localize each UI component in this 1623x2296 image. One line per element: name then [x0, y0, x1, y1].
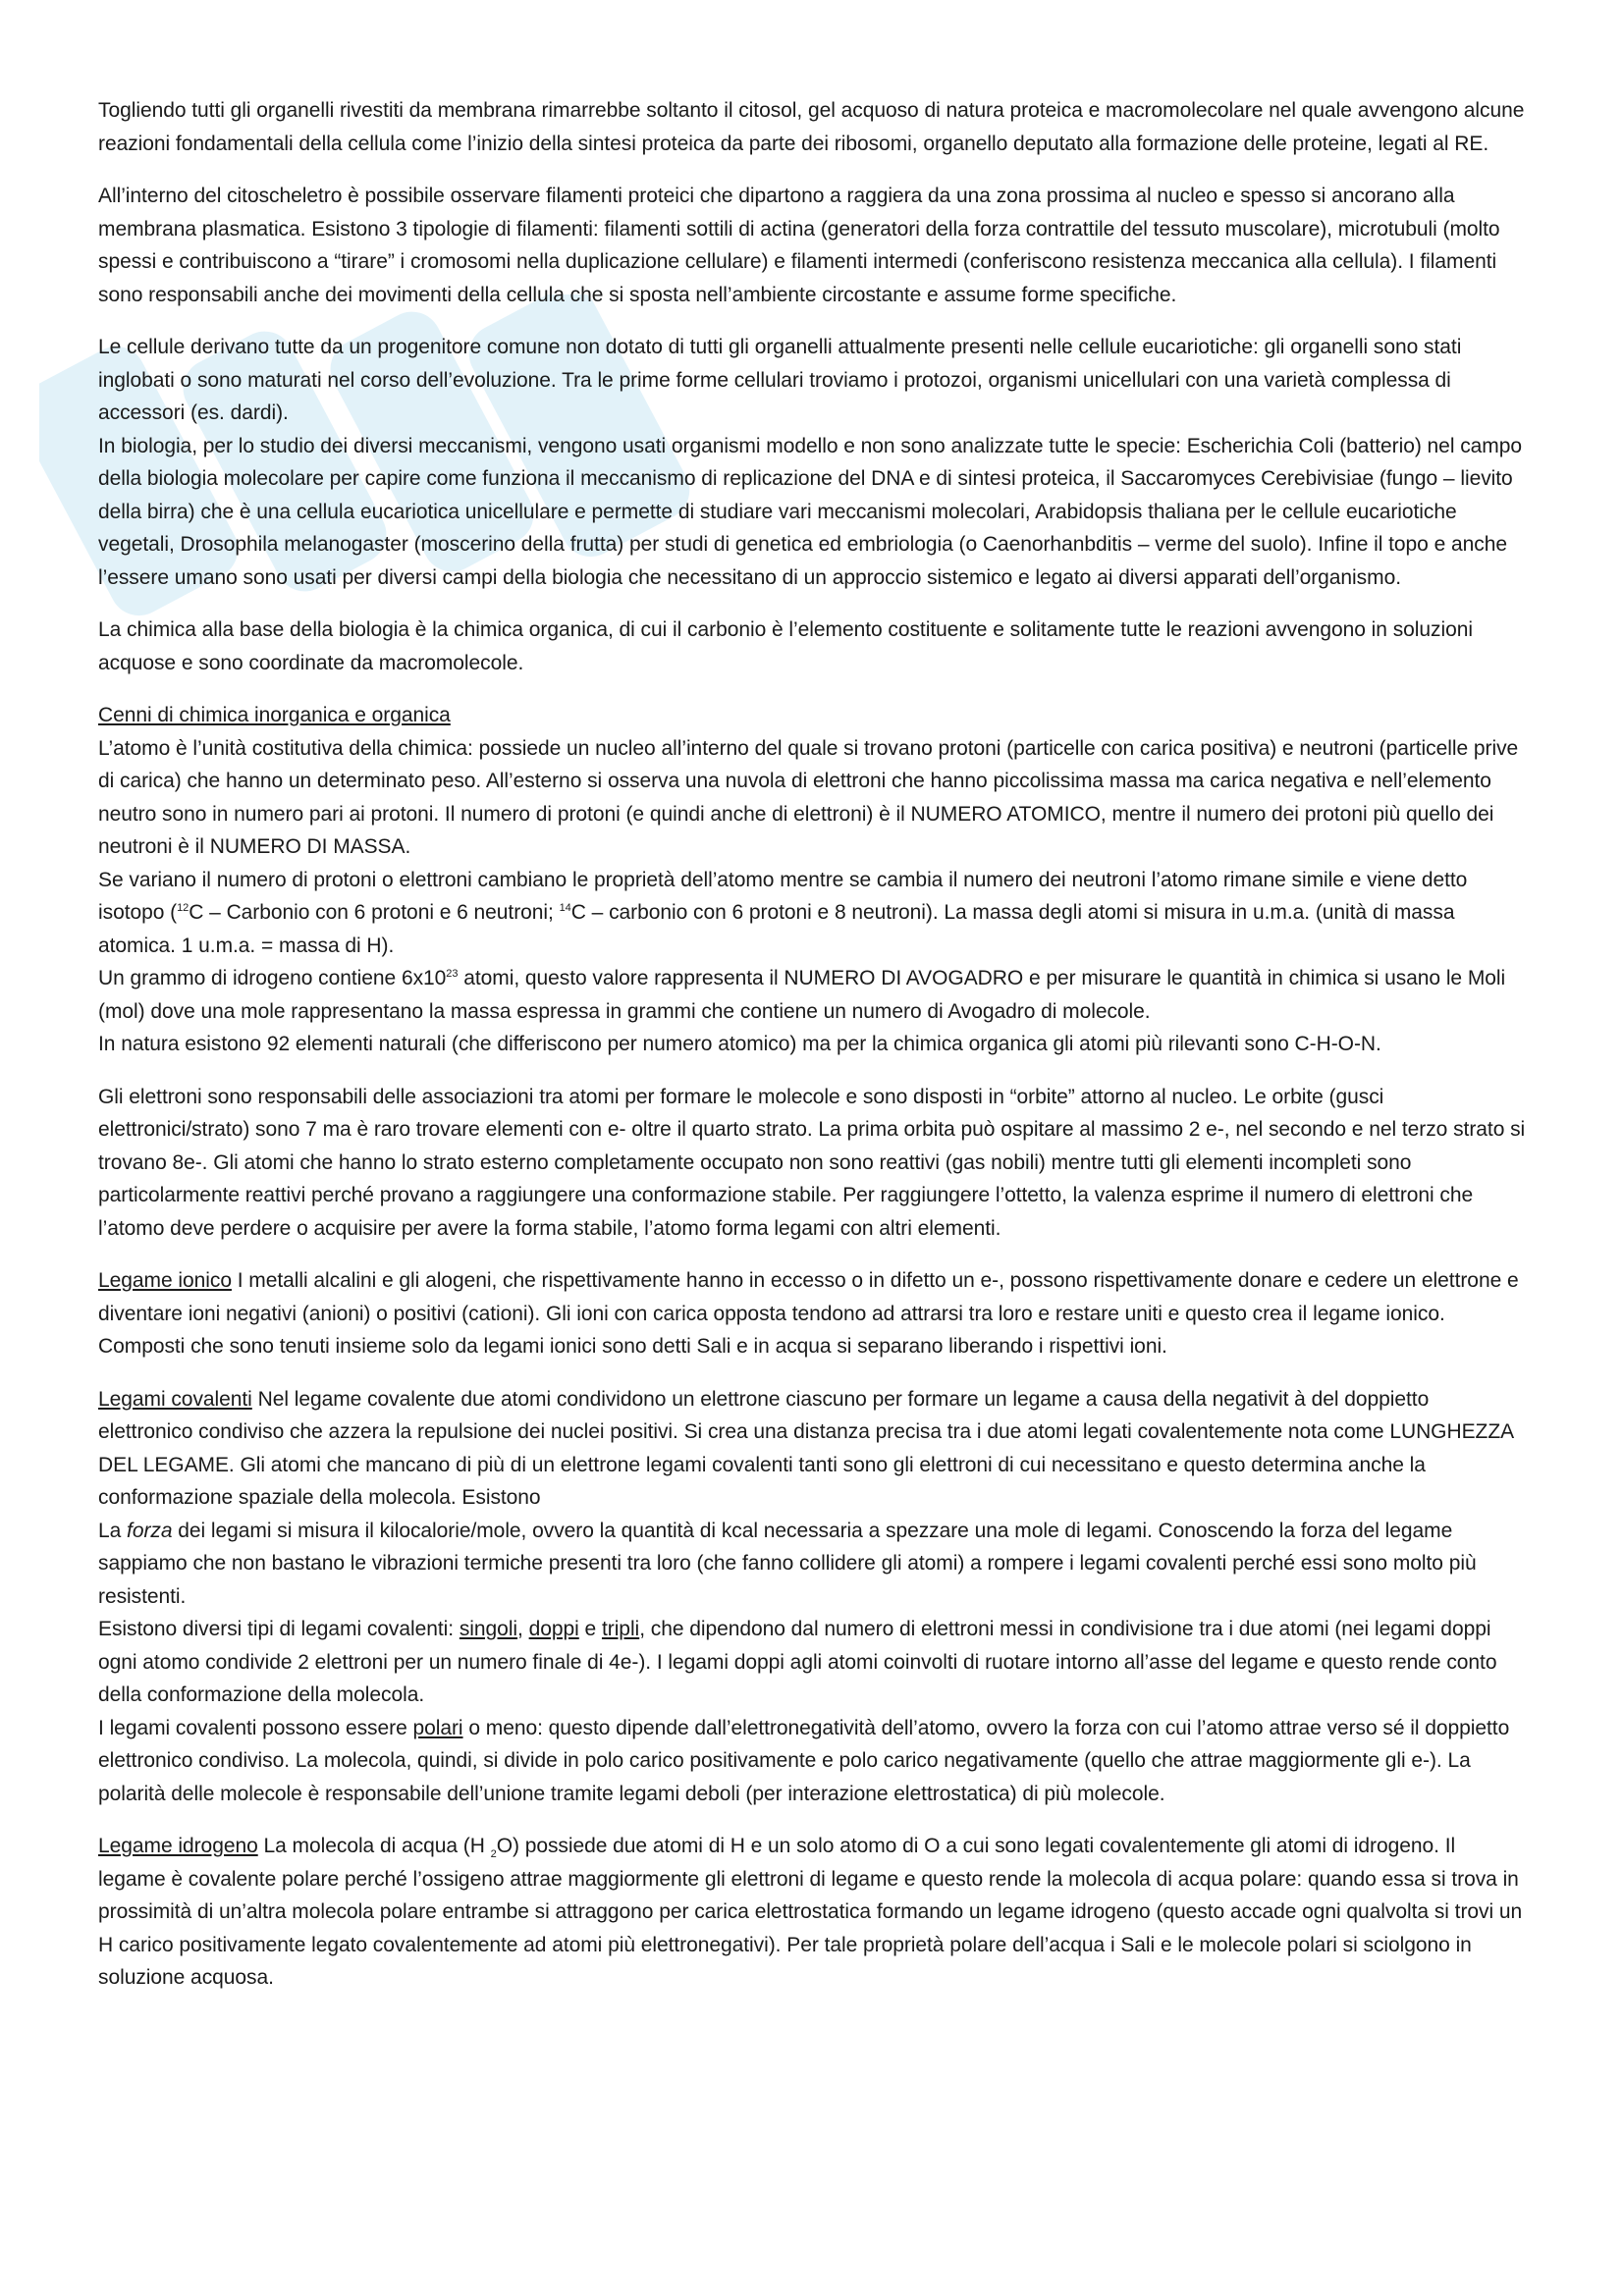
paragraph-forza-legami: La forza dei legami si misura il kilocalorie/mole, ovvero la quantità di kcal necessaria a spezzare una mole di legami. Conoscendo la forza del legame sappiamo che non bastano le vibrazioni termiche presenti tra loro (che fanno collidere gli atomi) a rompere i legami covalenti perché essi sono molto più resistenti. [98, 1519, 1477, 1608]
section-cenni [98, 699, 1527, 732]
heading-legame-ionico: Legame ionico [98, 1269, 232, 1292]
term-tripli: tripli [601, 1618, 640, 1640]
paragraph-evoluzione: Le cellule derivano tutte da un progenitore comune non dotato di tutti gli organelli attualmente presenti nelle cellule eucariotiche: gli organelli sono stati inglobati o sono maturati nel corso dell’evoluzione. Tra le prime forme cellulari troviamo i protozoi, organismi unicellulari con una varietà complessa di accessori (es. dardi). [98, 336, 1462, 424]
heading-legame-idrogeno: Legame idrogeno [98, 1835, 258, 1857]
heading-cenni: Cenni di chimica inorganica e organica [98, 704, 451, 726]
paragraph-elettroni: Gli elettroni sono responsabili delle associazioni tra atomi per formare le molecole e sono disposti in “orbite” attorno al nucleo. Le orbite (gusci elettronici/strato) sono 7 ma è raro trovare elementi con e- oltre il quarto strato. La prima orbita può ospitare al massimo 2 e-, nel secondo e nel terzo strato si trovano 8e-. Gli atomi che hanno lo strato esterno completamente occupato non sono reattivi (gas nobili) mentre tutti gli elementi incompleti sono particolarmente reattivi perché provano a raggiungere una conformazione stabile. Per raggiungere l’ottetto, la valenza esprime il numero di elettroni che l’atomo deve perdere o acquisire per avere la forma stabile, l’atomo forma legami con altri elementi. [98, 1085, 1526, 1240]
paragraph-avogadro: Un grammo di idrogeno contiene $6x10^{23}$ atomi, questo valore rappresenta il NUMERO DI AVOGADRO e per misurare le quantità in chimica si usano le Moli (mol) dove una mole rappresentano la massa espressa in grammi che contiene un numero di Avogadro di molecole. [98, 967, 1506, 1023]
term-polari: polari [412, 1716, 463, 1739]
paragraph-legame-idrogeno: Legame idrogeno La molecola di acqua (H $_2$O) possiede due atomi di H e un solo atomo di O a cui sono legati covalentemente gli atomi di idrogeno. Il legame è covalente polare perché l’ossigeno attrae maggiormente gli elettroni di legame e questo rende la molecola di acqua polare: quando essa si trova in prossimità di un’altra molecola polare entrambe si attraggono per carica elettrostatica formando un legame idrogeno (questo accade ogni qualvolta si trovi un H carico positivamente legato covalentemente ad atomi più elettronegativi). Per tale proprietà polare dell’acqua i Sali e le molecole polari si sciolgono in soluzione acquosa. [98, 1835, 1523, 1989]
paragraph-legame-ionico: Legame ionico I metalli alcalini e gli alogeni, che rispettivamente hanno in eccesso o in difetto un e-, possono rispettivamente donare e cedere un elettrone e diventare ioni negativi (anioni) o positivi (cationi). Gli ioni con carica opposta tendono ad attrarsi tra loro e restare uniti e questo crea il legame ionico. Composti che sono tenuti insieme solo da legami ionici sono detti Sali e in acqua si separano liberando i rispettivi ioni. [98, 1269, 1519, 1358]
paragraph-citosol: Togliendo tutti gli organelli rivestiti da membrana rimarrebbe soltanto il citosol, gel acquoso di natura proteica e macromolecolare nel quale avvengono alcune reazioni fondamentali della cellula come l’inizio della sintesi proteica da parte dei ribosomi, organello deputato alla formazione delle proteine, legati al RE. [98, 99, 1525, 155]
paragraph-atomo: L’atomo è l’unità costitutiva della chimica: possiede un nucleo all’interno del quale si trovano protoni (particelle con carica positiva) e neutroni (particelle prive di carica) che hanno un determinato peso. All’esterno si osserva una nuvola di elettroni che hanno piccolissima massa ma carica negativa e nell’elemento neutro sono in numero pari ai protoni. Il numero di protoni (e quindi anche di elettroni) è il NUMERO ATOMICO, mentre il numero dei protoni più quello dei neutroni è il NUMERO DI MASSA. [98, 736, 1519, 858]
paragraph-citoscheletro: All’interno del citoscheletro è possibile osservare filamenti proteici che dipartono a raggiera da una zona prossima al nucleo e spesso si ancorano alla membrana plasmatica. Esistono 3 tipologie di filamenti: filamenti sottili di actina (generatori della forza contrattile del tessuto muscolare), microtubuli (molto spessi e contribuiscono a “tirare” i cromosomi nella duplicazione cellulare) e filamenti intermedi (conferiscono resistenza meccanica alla cellula). I filamenti sono responsabili anche dei movimenti della cellula che si sposta nell’ambiente circostante e assume forme specifiche. [98, 185, 1500, 306]
paragraph-chimica-organica: La chimica alla base della biologia è la chimica organica, di cui il carbonio è l’elemento costituente e solitamente tutte le reazioni avvengono in soluzioni acquose e sono coordinate da macromolecole. [98, 618, 1473, 674]
paragraph-isotopo: Se variano il numero di protoni o elettroni cambiano le proprietà dell’atomo mentre se cambia il numero dei neutroni l’atomo rimane simile e viene detto isotopo ($^{12}$C – Carbonio con 6 protoni e 6 neutroni; $^{14}$C – carbonio con 6 protoni e 8 neutroni). La massa degli atomi si misura in u.m.a. (unità di massa atomica. 1 u.m.a. = massa di H). [98, 868, 1468, 957]
document-page [98, 94, 1527, 2014]
paragraph-organismi-modello: In biologia, per lo studio dei diversi meccanismi, vengono usati organismi modello e non sono analizzate tutte le specie: Escherichia Coli (batterio) nel campo della biologia molecolare per capire come funziona il meccanismo di replicazione del DNA e di sintesi proteica, il Saccaromyces Cerebivisiae (fungo – lievito della birra) che è una cellula eucariotica unicellulare e permette di studiare vari meccanismi molecolari, Arabidopsis thaliana per le cellule eucariotiche vegetali, Drosophila melanogaster (moscerino della frutta) per studi di genetica ed embriologia (o Caenorhanbditis – verme del suolo). Infine il topo e anche l’essere umano sono usati per diversi campi della biologia che necessitano di un approccio sistemico e legato ai diversi apparati dell’organismo. [98, 434, 1522, 589]
term-doppi: doppi [528, 1618, 579, 1640]
term-singoli: singoli [459, 1618, 518, 1640]
paragraph-legami-covalenti: Legami covalenti Nel legame covalente due atomi condividono un elettrone ciascuno per formare un legame a causa della negativit à del doppietto elettronico condiviso che azzera la repulsione dei nuclei positivi. Si crea una distanza precisa tra i due atomi legati covalentemente nota come LUNGHEZZA DEL LEGAME. Gli atomi che mancano di più di un elettrone legami covalenti tanti sono gli elettroni di cui necessitano e questo determina anche la conformazione spaziale della molecola. Esistono [98, 1387, 1513, 1509]
paragraph-elementi: In natura esistono 92 elementi naturali (che differiscono per numero atomico) ma per la chimica organica gli atomi più rilevanti sono C-H-O-N. [98, 1033, 1381, 1055]
paragraph-polarita: I legami covalenti possono essere polari o meno: questo dipende dall’elettronegatività dell’atomo, ovvero la forza con cui l’atomo attrae verso sé il doppietto elettronico condiviso. La molecola, quindi, si divide in polo carico positivamente e polo carico negativamente (quello che attrae maggiormente gli e-). La polarità delle molecole è responsabile dell’unione tramite legami deboli (per interazione elettrostatica) di più molecole. [98, 1716, 1510, 1805]
paragraph-tipi-covalenti: Esistono diversi tipi di legami covalenti: singoli, doppi e tripli, che dipendono dal numero di elettroni messi in condivisione tra i due atomi (nei legami doppi ogni atomo condivide 2 elettroni per un numero finale di 4e-). I legami doppi agli atomi coinvolti di ruotare intorno all’asse del legame e questo rende conto della conformazione della molecola. [98, 1618, 1497, 1706]
term-forza: forza [127, 1519, 173, 1542]
heading-legami-covalenti: Legami covalenti [98, 1387, 252, 1411]
